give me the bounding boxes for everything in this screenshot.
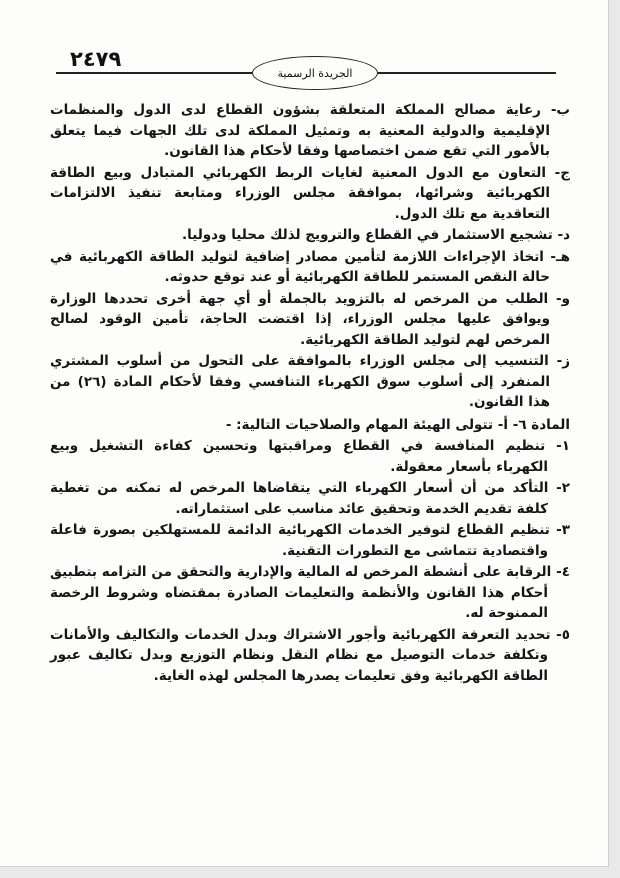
article-number: المادة ٦- xyxy=(512,416,570,433)
article-point-2 xyxy=(50,478,570,519)
clause-text: التعاون مع الدول المعنية لغايات الربط الكهربائي المتبادل وبيع الطاقة الكهربائية وشرائها، بموافقة مجلس الوزراء ومتابعة تنفيذ الالتزامات التعاقدية مع تلك الدول. xyxy=(50,164,550,222)
article-point-4 xyxy=(50,562,570,624)
point-label: ١- xyxy=(556,438,570,454)
clause-label: د- xyxy=(557,227,570,243)
clause-label: ب- xyxy=(550,102,570,118)
clause-text: تشجيع الاستثمار في القطاع والترويج لذلك محليا ودوليا. xyxy=(182,227,553,243)
document-body xyxy=(50,100,570,687)
clause-j xyxy=(50,163,570,225)
point-text: الرقابة على أنشطة المرخص له المالية والإدارية والتحقق من التزامه بتطبيق أحكام هذا القانون والأنظمة والتعليمات الصادرة بمقتضاه وشروط الرخصة الممنوحة له. xyxy=(50,564,552,621)
article-point-5 xyxy=(50,625,570,687)
clause-w xyxy=(50,289,570,351)
clause-z xyxy=(50,351,570,413)
point-text: التأكد من أن أسعار الكهرباء التي يتقاضاها المرخص له تمكنه من تغطية كلفة تقديم الخدمة وتحقيق عائد مناسب على استثماراته. xyxy=(50,480,549,517)
article-point-3 xyxy=(50,520,570,561)
article-point-1 xyxy=(50,436,570,477)
clause-d xyxy=(50,225,570,246)
point-label: ٣- xyxy=(556,522,570,538)
clause-text: الطلب من المرخص له بالتزويد بالجملة أو أي جهة أخرى تحددها الوزارة ويوافق عليها مجلس الوزراء، إذا اقتضت الحاجة، تأمين الوقود لصالح المرخص لهم لتوليد الطاقة الكهربائية. xyxy=(50,290,550,348)
clause-label: و- xyxy=(556,290,570,307)
clause-label: هـ- xyxy=(550,248,570,265)
clause-text: التنسيب إلى مجلس الوزراء بالموافقة على التحول من أسلوب المشتري المنفرد إلى أسلوب سوق الكهرباء التنافسي وفقا لأحكام المادة (٢٦) من هذا القانون. xyxy=(50,353,550,410)
clause-label: ز- xyxy=(556,353,571,369)
clause-label: ج- xyxy=(554,164,570,181)
point-label: ٤- xyxy=(556,564,570,580)
clause-b xyxy=(50,100,570,162)
point-label: ٢- xyxy=(556,480,570,496)
clause-text: رعاية مصالح المملكة المتعلقة بشؤون القطاع لدى الدول والمنظمات الإقليمية والدولية المعنية به وتمثيل المملكة لدى تلك الجهات فيما يتعلق بالأمور التي تقع ضمن اختصاصها وفقا لأحكام هذا القانون. xyxy=(50,102,550,159)
clause-text: اتخاذ الإجراءات اللازمة لتأمين مصادر إضافية لتوليد الطاقة الكهربائية في حالة النقص المستمر للطاقة الكهربائية أو عند توقع حدوثه. xyxy=(50,248,550,285)
header-rule-right xyxy=(378,72,556,74)
clause-h xyxy=(50,247,570,288)
page-header xyxy=(0,0,608,95)
header-rule-left xyxy=(56,72,252,74)
point-text: تحديد التعرفة الكهربائية وأجور الاشتراك وبدل الخدمات والتكاليف والأمانات وتكلفة خدمات التوصيل مع نظام النقل ونظام التوزيع وبدل تكاليف عبور الطاقة الكهربائية وفق تعليمات يصدرها المجلس لهذه الغاية. xyxy=(50,626,551,684)
page-number: ٢٤٧٩ xyxy=(70,47,122,71)
point-text: تنظيم القطاع لتوفير الخدمات الكهربائية الدائمة للمستهلكين بصورة فاعلة واقتصادية تتماشى مع التطورات التقنية. xyxy=(50,522,550,559)
article-6-heading xyxy=(50,415,570,436)
article-intro: أ- تتولى الهيئة المهام والصلاحيات التالية: - xyxy=(225,416,509,433)
point-label: ٥- xyxy=(556,626,571,643)
publication-title: الجريدة الرسمية xyxy=(252,56,378,90)
point-text: تنظيم المنافسة في القطاع ومراقبتها وتحسين كفاءة التشغيل وبيع الكهرباء بأسعار معقولة. xyxy=(50,438,548,475)
